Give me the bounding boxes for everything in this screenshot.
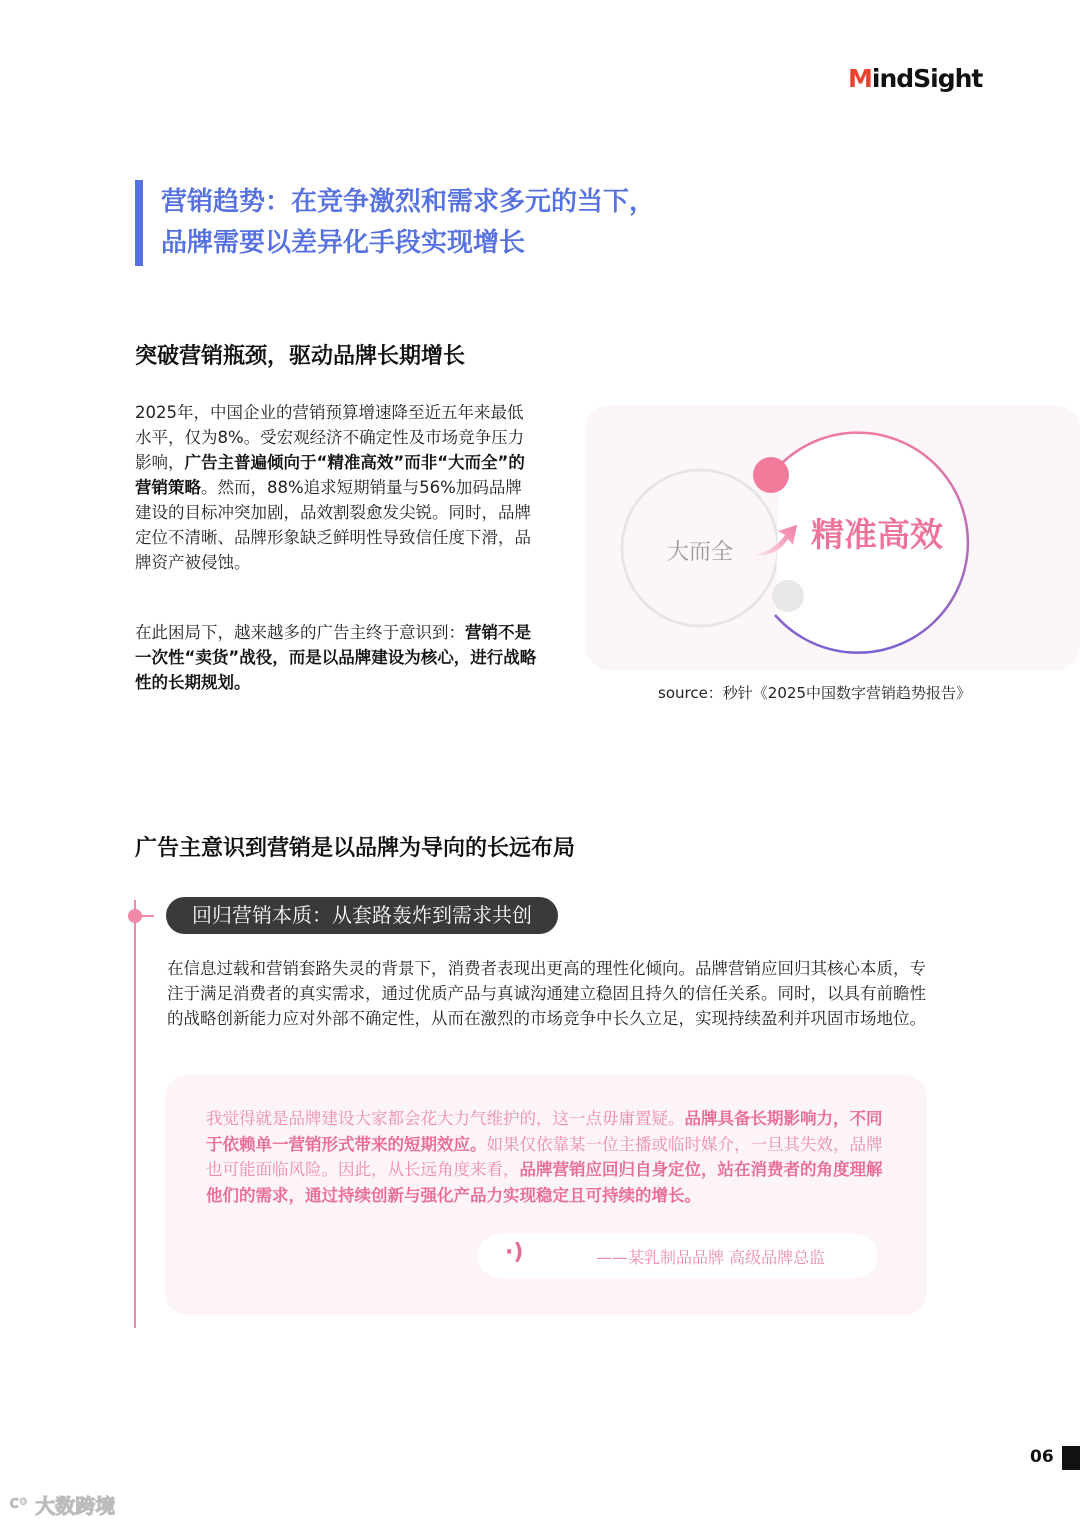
text-run: 在此困局下，越来越多的广告主终于意识到： [135,623,465,642]
page-title [161,182,655,264]
mindsight-logo: MindSight [848,64,983,93]
emphasis-text: 品牌具备长期影响力，不同于依赖单一营销形式带来的短期效应。 [206,1109,883,1154]
timeline-line [134,900,136,1328]
section1-paragraph-1 [135,400,537,575]
section1-heading: 突破营销瓶颈，驱动品牌长期增长 [135,344,466,369]
section2-heading: 广告主意识到营销是以品牌为导向的长远布局 [135,836,576,861]
page-marker [1062,1446,1080,1470]
grey-node [772,580,804,612]
diagram-left-label: 大而全 [667,540,734,565]
interview-quote [206,1106,896,1208]
watermark: ꟲ° 大数跨境 [10,1494,116,1518]
text-run: 。然而，88%追求短期销量与56%加码品牌建设的目标冲突加剧，品效割裂愈发尖锐。同时，品牌定位不清晰、品牌形象缺乏鲜明性导致信任度下滑，品牌资产被侵蚀。 [135,478,531,572]
emphasis-text: 品牌营销应回归自身定位，站在消费者的角度理解他们的需求，通过持续创新与强化产品力实现稳定且可持续的增长。 [206,1160,883,1205]
section2-body: 在信息过载和营销套路失灵的背景下，消费者表现出更高的理性化倾向。品牌营销应回归其核心本质，专注于满足消费者的真实需求，通过优质产品与真诚沟通建立稳固且持久的信任关系。同时，以具有前瞻性的战略创新能力应对外部不确定性，从而在激烈的市场竞争中长久立足，实现持续盈利并巩固市场地位。 [167,959,926,1028]
page-title-line1: 营销趋势：在竞争激烈和需求多元的当下， [161,187,656,217]
title-accent-bar [135,180,143,266]
timeline-connector [142,915,154,917]
text-run: 如果仅依靠某一位主播或临时媒介，一旦其失效，品牌也可能面临风险。因此，从长远角度来看， [206,1134,883,1179]
emphasis-text: 营销不是一次性“卖货”战役，而是以品牌建设为核心，进行战略性的长期规划。 [135,623,537,692]
strategy-diagram [585,405,1080,670]
pink-node [753,457,789,493]
timeline-dot [128,909,142,923]
diagram-right-label: 精准高效 [811,515,943,554]
emphasis-text: 广告主普遍倾向于“精准高效”而非“大而全”的营销策略 [135,453,525,497]
text-run: 2025年，中国企业的营销预算增速降至近五年来最低水平，仅为8%。受宏观经济不确定性及市场竞争压力影响， [135,403,525,472]
subtopic-pill: 回归营销本质：从套路轰炸到需求共创 [166,897,558,934]
source-caption: source：秒针《2025中国数字营销趋势报告》 [658,684,971,702]
text-run: 我觉得就是品牌建设大家都会花大力气维护的，这一点毋庸置疑。 [206,1109,685,1128]
page-title-line2: 品牌需要以差异化手段实现增长 [161,228,526,258]
quote-attribution: ——某乳制品品牌 高级品牌总监 [596,1248,826,1267]
section1-paragraph-2 [135,620,537,695]
sound-wave-icon: ·) [505,1240,524,1265]
page-number: 06 [1030,1447,1054,1467]
